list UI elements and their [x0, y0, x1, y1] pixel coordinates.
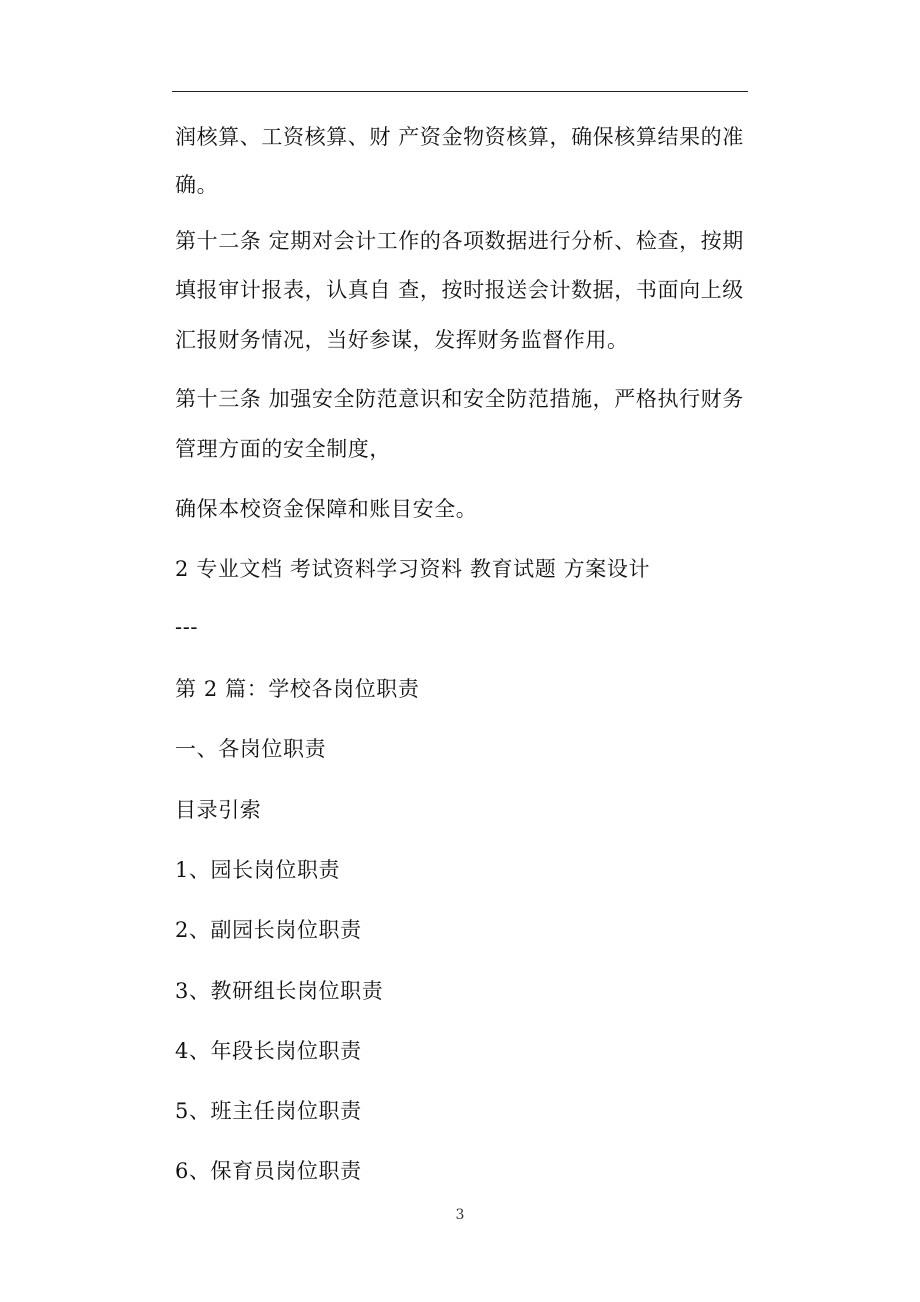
- text-line: 填报审计报表，认真自 查，按时报送会计数据，书面向上级: [175, 278, 744, 302]
- text-line: 管理方面的安全制度，: [175, 437, 391, 461]
- text-line: 2 专业文档 考试资料学习资料 教育试题 方案设计: [175, 557, 651, 581]
- text-line: 第十二条 定期对会计工作的各项数据进行分析、检查，按期: [175, 229, 744, 253]
- text-line: 确保本校资金保障和账目安全。: [175, 497, 478, 521]
- header-rule: [172, 91, 748, 92]
- toc-heading: 目录引索: [175, 798, 262, 822]
- section-title: 第 2 篇：学校各岗位职责: [175, 677, 420, 701]
- toc-item: 2、副园长岗位职责: [175, 918, 362, 942]
- toc-item: 3、教研组长岗位职责: [175, 979, 384, 1003]
- text-line: 第十三条 加强安全防范意识和安全防范措施，严格执行财务: [175, 387, 744, 411]
- text-line: 润核算、工资核算、财 产资金物资核算，确保核算结果的准: [175, 125, 744, 149]
- toc-item: 5、班主任岗位职责: [175, 1099, 362, 1123]
- toc-item: 1、园长岗位职责: [175, 858, 341, 882]
- text-line: 确。: [175, 173, 219, 197]
- page-number: 3: [455, 1207, 465, 1223]
- toc-item: 6、保育员岗位职责: [175, 1159, 362, 1183]
- section-heading: 一、各岗位职责: [175, 737, 327, 761]
- separator-text: ---: [175, 615, 199, 639]
- toc-item: 4、年段长岗位职责: [175, 1039, 362, 1063]
- text-line: 汇报财务情况，当好参谋，发挥财务监督作用。: [175, 328, 629, 352]
